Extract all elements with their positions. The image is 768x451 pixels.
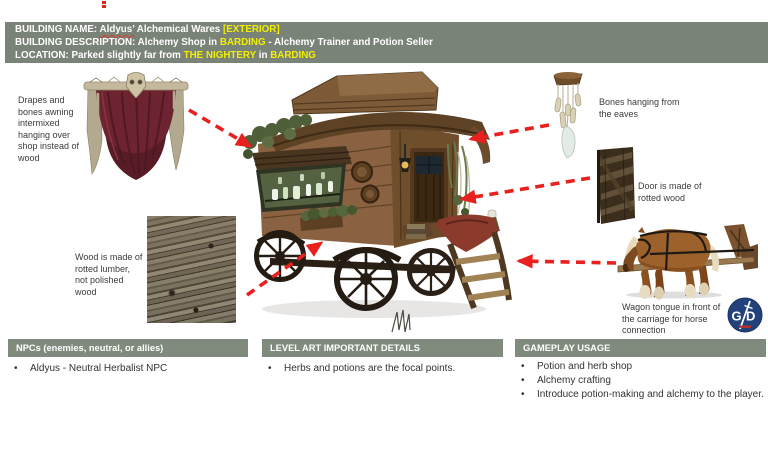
building-info-banner	[5, 22, 768, 63]
logo-letter-d: D	[746, 308, 756, 324]
building-name-label: BUILDING NAME:	[15, 24, 98, 35]
level-art-section-header: LEVEL ART IMPORTANT DETAILS	[262, 339, 503, 357]
barding-highlight: BARDING	[219, 37, 266, 48]
building-name-rest: Alchemical Wares	[136, 24, 221, 35]
building-description-label: BUILDING DESCRIPTION:	[15, 37, 136, 48]
npc-name: Aldyus	[30, 363, 61, 374]
location-text2: in	[258, 50, 268, 61]
banner-line-building-description	[15, 36, 768, 49]
annotation-drapes: Drapes and bones awning intermixed hanging over shop instead of wood	[18, 95, 80, 163]
red-edge-mark	[102, 1, 106, 8]
banner-line-building-name	[15, 23, 768, 36]
npc-role: - Neutral Herbalist NPC	[62, 363, 168, 374]
npc-list-item	[8, 362, 248, 375]
building-exterior-tag: [EXTERIOR]	[223, 24, 280, 35]
annotation-door: Door is made of rotted wood	[638, 181, 702, 203]
gameplay-item: • Potion and herb shop	[515, 360, 765, 373]
barding-highlight-2: BARDING	[270, 50, 316, 61]
bone-chime-reference-image	[546, 70, 590, 162]
arrow-drapes-to-awning	[189, 110, 250, 146]
gameplay-section-list	[515, 360, 765, 402]
annotation-wagon-tongue: Wagon tongue in front of the carriage for horse connection	[622, 302, 721, 335]
wagon-concept-image	[242, 60, 522, 338]
gameplay-item: • Introduce potion-making and alchemy to the player.	[515, 388, 765, 401]
nightery-highlight: THE NIGHTERY	[183, 50, 257, 61]
npcs-section-list	[8, 362, 248, 376]
banner-line-location	[15, 49, 768, 62]
wagon-left-wheel	[257, 233, 304, 280]
arrow-horse-to-stairs	[519, 261, 616, 263]
building-name-value: Aldyus’	[99, 24, 135, 35]
wagon-center-wheel	[337, 250, 395, 308]
wagon-door	[410, 148, 448, 226]
level-art-item: • Herbs and potions are the focal points.	[262, 362, 502, 375]
rotted-door-reference-image	[593, 146, 638, 226]
gd-logo	[727, 296, 763, 338]
location-text: Parked slightly far from	[71, 50, 181, 61]
building-description-text: Alchemy Shop in	[137, 37, 218, 48]
potion-display-window	[256, 163, 346, 212]
horse-reference-image	[612, 224, 758, 300]
annotation-bones: Bones hanging from the eaves	[599, 97, 680, 119]
npcs-section-header: NPCs (enemies, neutral, or allies)	[8, 339, 248, 357]
wagon-roof-cargo	[292, 72, 438, 114]
gameplay-item: • Alchemy crafting	[515, 374, 765, 387]
level-art-section-list	[262, 362, 502, 376]
rotted-wood-texture-image	[147, 216, 236, 323]
glass-drop	[562, 126, 575, 158]
building-description-text2: - Alchemy Trainer and Potion Seller	[268, 37, 433, 48]
annotation-wood: Wood is made of rotted lumber, not polished wood	[75, 252, 143, 297]
drapes-reference-image	[78, 72, 194, 194]
location-label: LOCATION:	[15, 50, 69, 61]
logo-letter-g: G	[731, 308, 742, 324]
gameplay-section-header: GAMEPLAY USAGE	[515, 339, 766, 357]
